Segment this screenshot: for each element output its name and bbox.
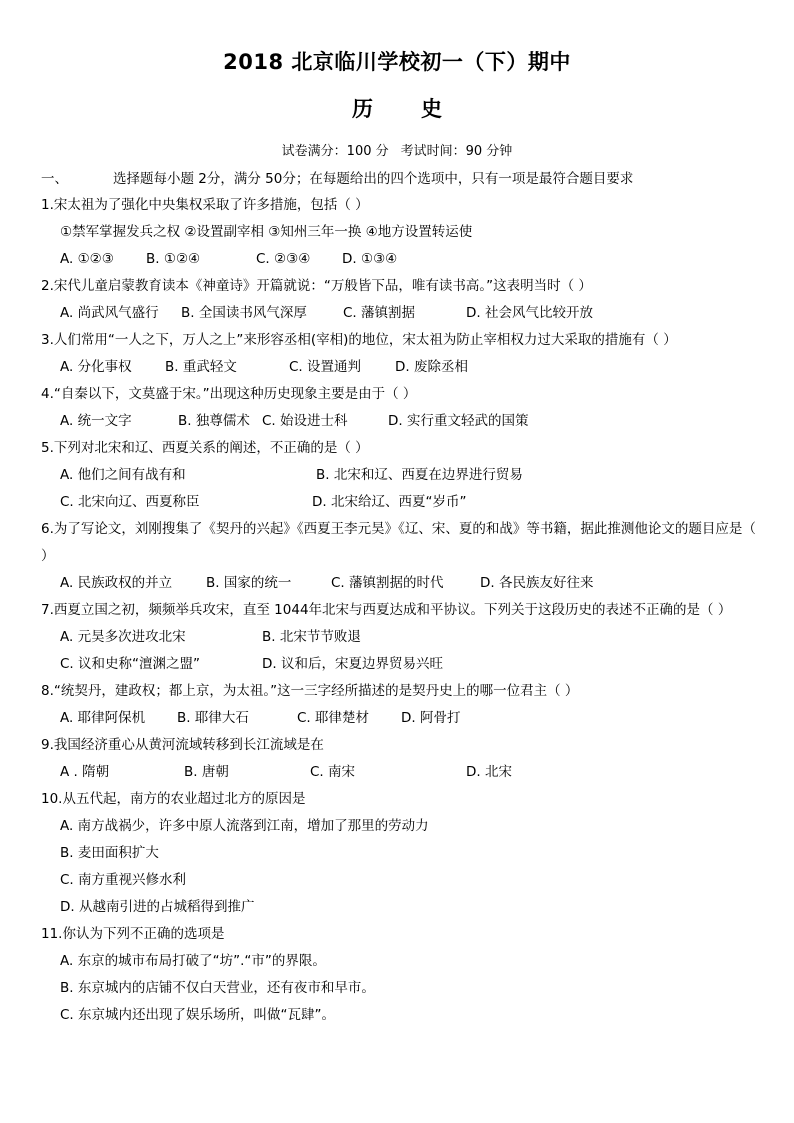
- option-c: C. 藩镇割据的时代: [331, 575, 444, 591]
- option-d: D. 阿骨打: [401, 710, 461, 726]
- option-c: C. 藩镇割据: [343, 305, 416, 321]
- option-b: B. 重武轻文: [165, 359, 237, 375]
- option-b: B. 耶律大石: [177, 710, 249, 726]
- question-stem: 5.下列对北宋和辽、西夏关系的阐述，不正确的是（ ）: [41, 440, 369, 456]
- question-list: [41, 192, 757, 1029]
- option-b: B. 北宋和辽、西夏在边界进行贸易: [316, 467, 523, 483]
- section-number: 一、: [41, 171, 68, 187]
- question-stem: 3.人们常用“一人之下，万人之上”来形容丞相(宰相)的地位，宋太祖为防止宰相权力过大采取的措施有（ ）: [41, 332, 677, 348]
- option-row: [41, 624, 757, 651]
- exam-title: 2018 北京临川学校初一（下）期中: [223, 50, 571, 74]
- option-d: D. ①③④: [342, 251, 398, 267]
- subject-char-2: 史: [421, 97, 442, 121]
- option-row: [41, 489, 757, 516]
- option-row: [41, 300, 757, 327]
- option-a: A. 分化事权: [60, 359, 132, 375]
- option-row: [41, 759, 757, 786]
- question-statements: ①禁军掌握发兵之权 ②设置副宰相 ③知州三年一换 ④地方设置转运使: [60, 224, 473, 240]
- exam-time: 考试时间：90 分钟: [400, 144, 513, 159]
- option-row: [41, 705, 757, 732]
- option-a: A. 南方战祸少，许多中原人流落到江南，增加了那里的劳动力: [60, 818, 429, 834]
- section-instructions: 选择题每小题 2分，满分 50分；在每题给出的四个选项中，只有一项是最符合题目要求: [113, 171, 634, 187]
- option-row: [41, 246, 757, 273]
- exam-meta: [0, 140, 794, 159]
- option-c: C. 南宋: [310, 764, 356, 780]
- option-a: A. 他们之间有战有和: [60, 467, 186, 483]
- question-6: [41, 516, 757, 597]
- option-c: C. 议和史称“澶渊之盟”: [60, 656, 200, 672]
- question-11: [41, 921, 757, 1029]
- question-stem: 1.宋太祖为了强化中央集权采取了许多措施，包括（ ）: [41, 197, 369, 213]
- option-b: B. ①②④: [146, 251, 201, 267]
- option-d: D. 社会风气比较开放: [466, 305, 593, 321]
- option-b: B. 独尊儒术: [178, 413, 250, 429]
- option-c: C. 南方重视兴修水利: [60, 872, 187, 888]
- option-row: [41, 570, 757, 597]
- question-7: [41, 597, 757, 678]
- question-stem: 10.从五代起，南方的农业超过北方的原因是: [41, 791, 306, 807]
- option-d: D. 北宋给辽、西夏“岁币”: [312, 494, 467, 510]
- question-4: [41, 381, 757, 435]
- option-d: D. 北宋: [466, 764, 512, 780]
- section-heading: [41, 167, 761, 187]
- option-b: B. 全国读书风气深厚: [181, 305, 307, 321]
- option-d: D. 废除丞相: [395, 359, 468, 375]
- option-a: A. 耶律阿保机: [60, 710, 146, 726]
- option-a: A. 民族政权的并立: [60, 575, 173, 591]
- question-stem: 4.“自秦以下，文莫盛于宋。”出现这种历史现象主要是由于（ ）: [41, 386, 417, 402]
- option-row: [41, 462, 757, 489]
- question-stem: 11.你认为下列不正确的选项是: [41, 926, 225, 942]
- question-9: [41, 732, 757, 786]
- option-d: D. 议和后，宋夏边界贸易兴旺: [262, 656, 443, 672]
- option-c: C. ②③④: [256, 251, 311, 267]
- option-c: C. 耶律楚材: [297, 710, 370, 726]
- option-c: C. 设置通判: [289, 359, 362, 375]
- question-stem: 2.宋代儿童启蒙教育读本《神童诗》开篇就说：“万般皆下品，唯有读书高。”这表明当时（ ）: [41, 278, 592, 294]
- question-8: [41, 678, 757, 732]
- question-10: [41, 786, 757, 921]
- question-stem: 7.西夏立国之初，频频举兵攻宋，直至 1044年北宋与西夏达成和平协议。下列关于这段历史的表述不正确的是（ ）: [41, 602, 732, 618]
- option-c: C. 东京城内还出现了娱乐场所，叫做“瓦肆”。: [60, 1007, 335, 1023]
- option-b: B. 北宋节节败退: [262, 629, 361, 645]
- option-a: A. ①②③: [60, 251, 114, 267]
- question-2: [41, 273, 757, 327]
- option-a: A . 隋朝: [60, 764, 110, 780]
- option-b: B. 国家的统一: [206, 575, 292, 591]
- option-b: B. 唐朝: [184, 764, 229, 780]
- subject-title: [0, 93, 794, 123]
- option-a: A. 尚武风气盛行: [60, 305, 159, 321]
- option-c: C. 始设进士科: [262, 413, 348, 429]
- option-row: [41, 651, 757, 678]
- question-stem: 6.为了写论文，刘刚搜集了《契丹的兴起》《西夏王李元昊》《辽、宋、夏的和战》等书籍，据此推测他论文的题目应是（ ）: [41, 521, 756, 564]
- question-stem: 9.我国经济重心从黄河流域转移到长江流域是在: [41, 737, 324, 753]
- option-d: D. 各民族友好往来: [480, 575, 594, 591]
- option-c: C. 北宋向辽、西夏称臣: [60, 494, 200, 510]
- option-row: [41, 354, 757, 381]
- option-row: [41, 408, 757, 435]
- question-stem: 8.“统契丹，建政权；都上京，为太祖。”这一三字经所描述的是契丹史上的哪一位君主（ ）: [41, 683, 579, 699]
- option-b: B. 东京城内的店铺不仅白天营业，还有夜市和早市。: [60, 980, 375, 996]
- question-1: [41, 192, 757, 273]
- exam-score: 试卷满分：100 分: [281, 144, 389, 159]
- option-a: A. 统一文字: [60, 413, 132, 429]
- option-d: D. 从越南引进的占城稻得到推广: [60, 899, 255, 915]
- option-a: A. 东京的城市布局打破了“坊”.“市”的界限。: [60, 953, 326, 969]
- option-d: D. 实行重文轻武的国策: [388, 413, 529, 429]
- question-3: [41, 327, 757, 381]
- subject-char-1: 历: [352, 97, 373, 121]
- option-b: B. 麦田面积扩大: [60, 845, 159, 861]
- question-5: [41, 435, 757, 516]
- option-a: A. 元昊多次进攻北宋: [60, 629, 186, 645]
